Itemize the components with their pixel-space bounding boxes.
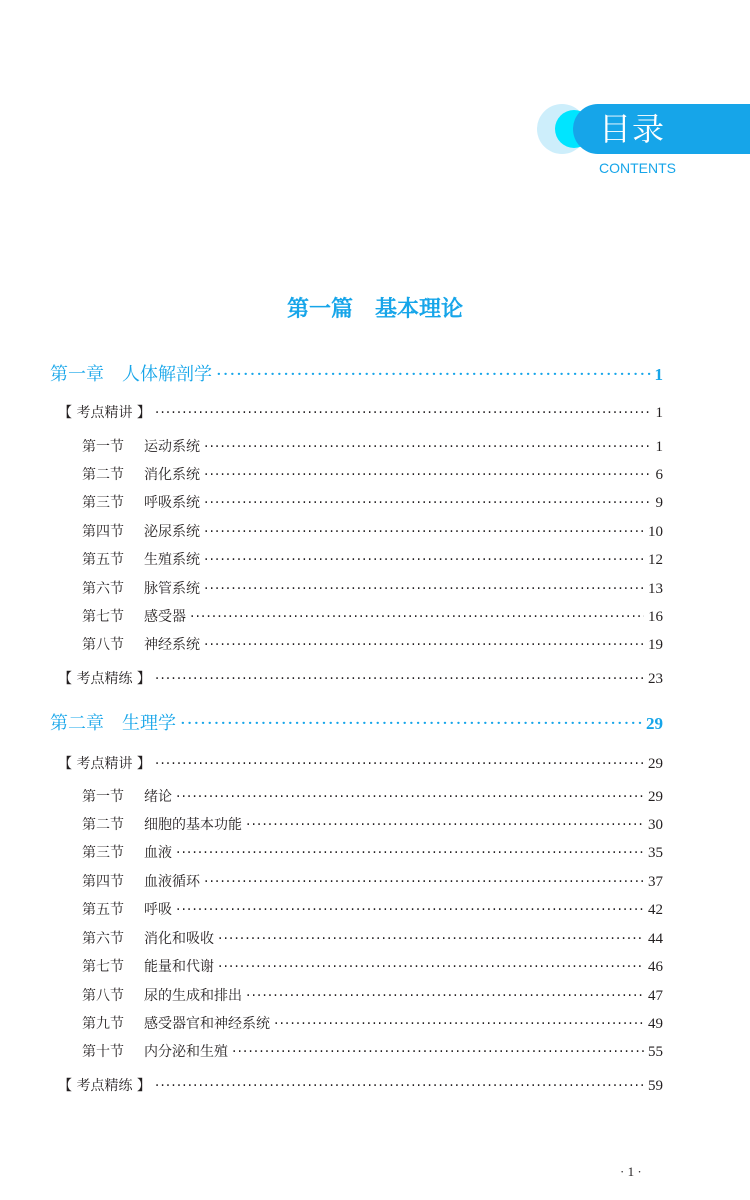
practice-label: 【 考点精练 】: [58, 1078, 151, 1094]
section-number: 第六节: [82, 931, 124, 947]
chapter-page: 29: [646, 714, 663, 733]
dot-leader: [274, 1016, 644, 1032]
chapter-page: 1: [654, 365, 663, 384]
section-number: 第三节: [82, 845, 124, 861]
section-name: 脉管系统: [144, 581, 200, 597]
section-number: 第四节: [82, 524, 124, 540]
section-name: 消化和吸收: [144, 931, 214, 947]
section-page: 12: [648, 552, 663, 568]
section-number: 第七节: [82, 959, 124, 975]
section-page: 29: [648, 789, 663, 805]
section-entry[interactable]: [82, 956, 663, 976]
section-entry[interactable]: [82, 871, 663, 891]
dot-leader: [216, 364, 651, 385]
section-number: 第十节: [82, 1044, 124, 1060]
section-page: 10: [648, 524, 663, 540]
section-number: 第八节: [82, 988, 124, 1004]
section-name: 血液循环: [144, 874, 200, 890]
dot-leader: [204, 581, 644, 597]
page-number: · 1 ·: [620, 1164, 642, 1179]
section-name: 细胞的基本功能: [144, 817, 242, 833]
section-name: 运动系统: [144, 439, 200, 455]
section-number: 第九节: [82, 1016, 124, 1032]
study-entry[interactable]: [58, 402, 663, 422]
section-entry[interactable]: [82, 1013, 663, 1033]
section-number: 第一节: [82, 789, 124, 805]
dot-leader: [204, 637, 644, 653]
dot-leader: [246, 988, 644, 1004]
section-name: 感受器: [144, 609, 186, 625]
chapter-entry[interactable]: [50, 709, 663, 735]
dot-leader: [190, 609, 644, 625]
dot-leader: [246, 817, 644, 833]
dot-leader: [176, 845, 644, 861]
dot-leader: [204, 467, 652, 483]
section-page: 35: [648, 845, 663, 861]
section-name: 呼吸系统: [144, 495, 200, 511]
dot-leader: [204, 874, 644, 890]
practice-page: 23: [648, 671, 663, 687]
dot-leader: [232, 1044, 644, 1060]
section-entry[interactable]: [82, 814, 663, 834]
dot-leader: [155, 405, 652, 421]
dot-leader: [155, 671, 644, 687]
section-entry[interactable]: [82, 634, 663, 654]
section-name: 血液: [144, 845, 172, 861]
section-page: 44: [648, 931, 663, 947]
dot-leader: [218, 959, 644, 975]
dot-leader: [204, 439, 652, 455]
study-label: 【 考点精讲 】: [58, 405, 151, 421]
chapter-entry[interactable]: [50, 360, 663, 386]
section-name: 能量和代谢: [144, 959, 214, 975]
section-name: 感受器官和神经系统: [144, 1016, 270, 1032]
section-page: 19: [648, 637, 663, 653]
section-entry[interactable]: [82, 436, 663, 456]
study-page: 1: [655, 405, 663, 421]
section-entry[interactable]: [82, 786, 663, 806]
section-number: 第五节: [82, 902, 124, 918]
section-entry[interactable]: [82, 521, 663, 541]
section-page: 55: [648, 1044, 663, 1060]
section-name: 生殖系统: [144, 552, 200, 568]
section-number: 第四节: [82, 874, 124, 890]
section-entry[interactable]: [82, 606, 663, 626]
section-name: 神经系统: [144, 637, 200, 653]
section-entry[interactable]: [82, 492, 663, 512]
section-name: 尿的生成和排出: [144, 988, 242, 1004]
section-entry[interactable]: [82, 899, 663, 919]
section-name: 泌尿系统: [144, 524, 200, 540]
contents-subtitle: CONTENTS: [599, 160, 676, 176]
part-title: 第一篇 基本理论: [286, 296, 463, 322]
dot-leader: [176, 789, 644, 805]
section-page: 9: [655, 495, 663, 511]
study-label: 【 考点精讲 】: [58, 756, 151, 772]
section-number: 第八节: [82, 637, 124, 653]
section-name: 绪论: [144, 789, 172, 805]
dot-leader: [180, 713, 642, 734]
section-number: 第二节: [82, 817, 124, 833]
section-page: 42: [648, 902, 663, 918]
section-entry[interactable]: [82, 549, 663, 569]
section-number: 第七节: [82, 609, 124, 625]
dot-leader: [176, 902, 644, 918]
dot-leader: [204, 524, 644, 540]
section-page: 13: [648, 581, 663, 597]
section-entry[interactable]: [82, 1041, 663, 1061]
section-page: 30: [648, 817, 663, 833]
contents-banner: [537, 104, 750, 154]
dot-leader: [155, 1078, 644, 1094]
section-entry[interactable]: [82, 985, 663, 1005]
section-number: 第二节: [82, 467, 124, 483]
dot-leader: [155, 756, 644, 772]
dot-leader: [204, 552, 644, 568]
section-name: 内分泌和生殖: [144, 1044, 228, 1060]
section-number: 第六节: [82, 581, 124, 597]
section-page: 47: [648, 988, 663, 1004]
section-number: 第五节: [82, 552, 124, 568]
section-page: 6: [655, 467, 663, 483]
section-page: 16: [648, 609, 663, 625]
section-page: 49: [648, 1016, 663, 1032]
study-entry[interactable]: [58, 753, 663, 773]
study-page: 29: [648, 756, 663, 772]
section-entry[interactable]: [82, 464, 663, 484]
practice-entry[interactable]: [58, 1075, 663, 1095]
practice-page: 59: [648, 1078, 663, 1094]
contents-title: 目录: [599, 110, 666, 148]
section-number: 第三节: [82, 495, 124, 511]
section-entry[interactable]: [82, 842, 663, 862]
section-page: 46: [648, 959, 663, 975]
section-entry[interactable]: [82, 928, 663, 948]
section-number: 第一节: [82, 439, 124, 455]
chapter-title: 第一章 人体解剖学: [50, 364, 212, 385]
section-page: 37: [648, 874, 663, 890]
section-page: 1: [655, 439, 663, 455]
dot-leader: [204, 495, 652, 511]
section-name: 呼吸: [144, 902, 172, 918]
chapter-title: 第二章 生理学: [50, 713, 176, 734]
practice-entry[interactable]: [58, 668, 663, 688]
section-entry[interactable]: [82, 578, 663, 598]
dot-leader: [218, 931, 644, 947]
section-name: 消化系统: [144, 467, 200, 483]
practice-label: 【 考点精练 】: [58, 671, 151, 687]
